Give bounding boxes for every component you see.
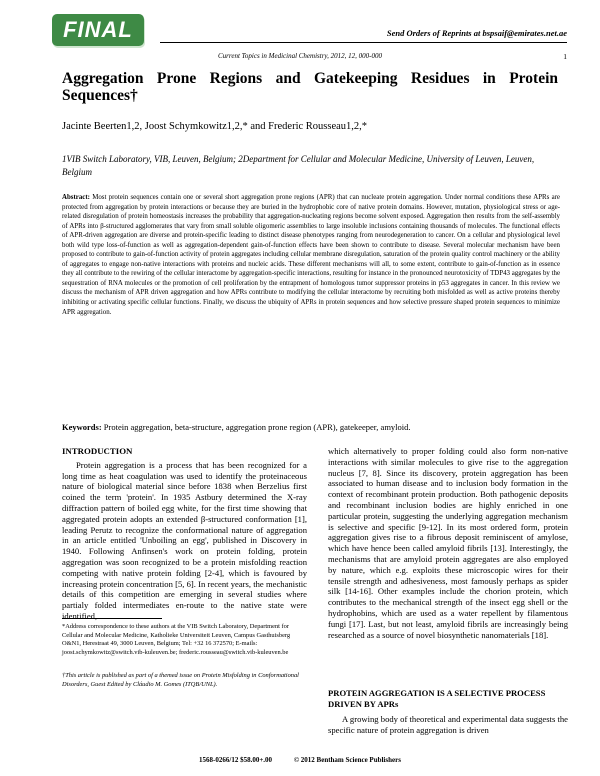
correspondence-footnote: *Address correspondence to these authors at the VIB Switch Laboratory, Department for Cellular and Molecular Medicine, Katholieke Universiteit Leuven, Campus Gasthuisberg O&N1, Herestraat 49, 3000 Leuven, Belgium; Tel: +32 16 372570; E-mails: joost.schymkowitz@switch.vib-kuleuven.be; frederic.rousseau@switch.vib-kuleuven.be — [62, 623, 291, 656]
keywords-text: Protein aggregation, beta-structure, aggregation prone region (APR), gatekeeper, amyloid. — [103, 422, 411, 432]
right-column — [328, 446, 568, 640]
header-rule — [160, 42, 567, 43]
section2-heading: PROTEIN AGGREGATION IS A SELECTIVE PROCESS DRIVEN BY APRs — [328, 688, 546, 709]
affiliations: 1VIB Switch Laboratory, VIB, Leuven, Belgium; 2Department for Cellular and Molecular Medicine, University of Leuven, Leuven, Belgium — [62, 154, 535, 177]
page-footer — [0, 756, 600, 764]
theme-footnote: †This article is published as part of a themed issue on Protein Misfolding in Conformational Disorders, Guest Edited by Cláudio M. Gomes (ITQB/UNL). — [62, 672, 299, 688]
journal-citation: Current Topics in Medicinal Chemistry, 2012, 12, 000-000 — [218, 52, 382, 60]
abstract-label: Abstract: — [62, 194, 90, 201]
introduction-heading: INTRODUCTION — [62, 446, 133, 456]
footnote-rule — [62, 618, 162, 619]
author-list: Jacinte Beerten1,2, Joost Schymkowitz1,2,* and Frederic Rousseau1,2,* — [62, 121, 368, 132]
left-column — [62, 446, 307, 622]
abstract-text: Most protein sequences contain one or several short aggregation prone regions (APR) that can nucleate protein aggregation. Under normal conditions these APRs are protected from aggregation by protein interactions or because they are buried in the hydrophobic core of native protein domains. However, mutation, physiological stress or age-related disregulation of protein homeostasis increases the probability that aggregation-nucleating regions become solvent exposed. Aggregation then results from the self-assembly of APRs into β-structured agglomerates that vary from small soluble oligomeric assemblies to large insoluble inclusions containing thousands of molecules. The functional effects of APR-driven aggregation are diverse and protein-specific leading to distinct disease phenotypes ranging from neurodegeneration to cancer. On a cellular and physiological level both wild type loss-of-function as well as aggregation-dependent gain-of-function effects have been shown to contribute to disease. Several molecular mechanism have been proposed to contribute to gain-of-function activity of protein aggregates including cellular membrane disregulation, saturation of the protein quality control machinery or the ability of aggregates to engage non-native interactions with proteins and nucleic acids. These different mechanisms will all, to some extent, contribute to gain-of-function as in essence they all contribute to the rewiring of the cellular interactome by aggregation-specific interactions, resulting for instance in the pronounced neurotoxicity of TDP43 aggregates by the sequestration of RNA molecules or the promotion of cell proliferation by the entrapment of homologous tumor suppressor proteins in p53 aggregates in cancer. In this review we discuss the mechanism of APR driven aggregation and how APRs contribute to modifying the cellular interactome by recruiting both misfolded as well as active proteins thereby inhibiting or activating specific cellular functions. Finally, we discuss the ubiquity of APRs in protein sequences and how selective pressure shaped protein sequences to minimize APR aggregation. — [62, 194, 560, 316]
introduction-paragraph: Protein aggregation is a process that has been recognized for a long time as heat coagulation was used to identify the proteinaceous nature of biological material since before 1838 when Berzelius first coined the term 'protein'. In 1935 Astbury determined the X-ray diffraction pattern of boiled egg white, for the first time showing that aggregated protein adopts an extended β-structured conformation [1], leading Perutz to recognize the conformational nature of aggregation in an article entitled 'Unboiling an egg', published in Discovery in 1940. Following Anfinsen's work on protein folding, protein aggregation was soon recognized to be a protein misfolding reaction competing with native protein folding [2-4], which is favoured by increasing protein concentration [5, 6]. In recent years, the mechanistic details of this competition are emerging in several studies where partialy folded intermediates en-route to the native state were identified, — [62, 459, 307, 621]
article-title: Aggregation Prone Regions and Gatekeeping Residues in Protein Sequences† — [62, 70, 558, 104]
send-orders-note: Send Orders of Reprints at bspsaif@emirates.net.ae — [386, 28, 567, 38]
page-number: 1 — [563, 52, 567, 61]
copyright: © 2012 Bentham Science Publishers — [293, 756, 401, 764]
issn-price: 1568-0266/12 $58.00+.00 — [199, 756, 273, 764]
abstract — [62, 193, 560, 317]
keywords — [62, 422, 560, 432]
right-paragraph: which alternatively to proper folding could also form non-native interactions with similar molecules to give rise to the aggregation nucleus [7, 8]. Since its discovery, protein aggregation has been associated to human disease and to inclusion body formation in the context of recombinant protein production. Both pathogenic deposits and recombinant inclusion bodies are highly enriched in one particular protein, suggesting the underlying aggregation mechanism is selective and specific [9-12]. In its most ordered form, protein aggregation gives rise to a fibrous deposit reminiscent of amylose, which have hence been called amyloid fibrils [13]. Interestingly, the mechanisms that are amyloid protein aggregates are also employed by nature, which e.g. exploits these microscopic wires for their tensile strength and adhesiveness, most famously perhaps as spider silk [14-16]. Other examples include the chorion protein, which contributes to the mechanical strength of the insect egg shell or the hydrophobins, which are used as a water repellent by filamentous fungi [17]. Last, but not least, amyloid fibrils are increasingly being researched as a source of novel biosynthetic nanomaterials [18]. — [328, 446, 568, 640]
keywords-label: Keywords: — [62, 422, 102, 432]
section2-paragraph: A growing body of theoretical and experimental data suggests the specific nature of protein aggregation is driven — [328, 714, 568, 735]
final-badge: FINAL — [52, 14, 144, 46]
